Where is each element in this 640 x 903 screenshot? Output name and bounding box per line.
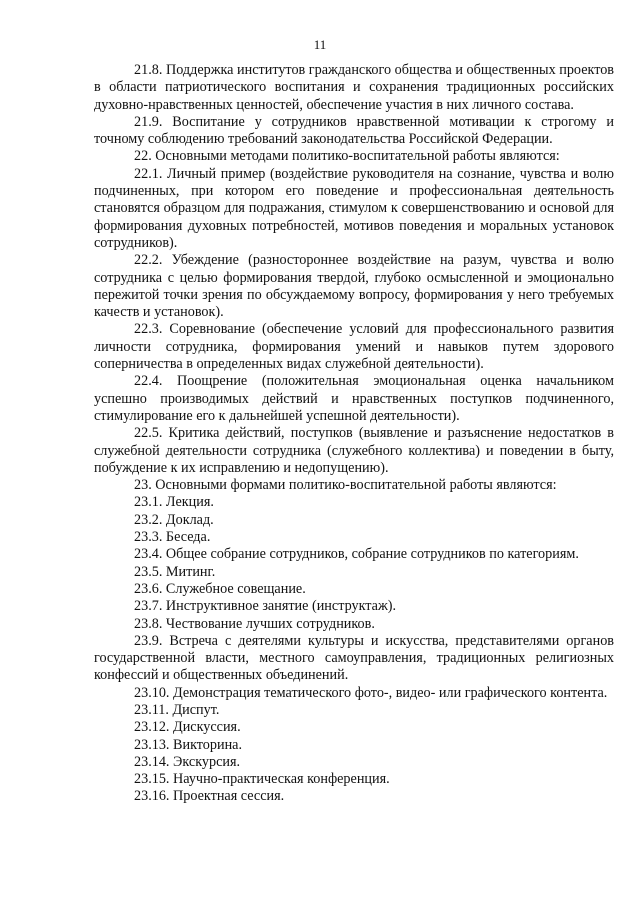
paragraph-21-8: 21.8. Поддержка институтов гражданского общества и общественных проектов в области патриотического воспитания и сохранения традиционных российских духовно-нравственных ценностей, обеспечение участия в них личного состава. — [94, 62, 614, 113]
paragraph-23-3: 23.3. Беседа. — [134, 529, 211, 546]
paragraph-23-10: 23.10. Демонстрация тематического фото-, видео- или графического контента. — [134, 684, 608, 701]
paragraph-23-14: 23.14. Экскурсия. — [134, 753, 241, 770]
paragraph-23-11: 23.11. Диспут. — [134, 701, 220, 718]
paragraph-23: 23. Основными формами политико-воспитательной работы являются: — [134, 477, 557, 494]
paragraph-23-5: 23.5. Митинг. — [134, 563, 216, 580]
paragraph-23-15: 23.15. Научно-практическая конференция. — [134, 771, 390, 788]
document-body — [94, 62, 614, 806]
paragraph-23-2: 23.2. Доклад. — [134, 511, 214, 528]
paragraph-23-9: 23.9. Встреча с деятелями культуры и искусства, представителями органов государственной власти, местного самоуправления, традиционных религиозных конфессий и общественных объединений. — [94, 632, 614, 684]
page-number: 11 — [313, 37, 327, 52]
paragraph-23-13: 23.13. Викторина. — [134, 736, 243, 753]
paragraph-23-1: 23.1. Лекция. — [134, 494, 214, 511]
paragraph-23-4: 23.4. Общее собрание сотрудников, собрание сотрудников по категориям. — [134, 546, 579, 563]
paragraph-22-1: 22.1. Личный пример (воздействие руководителя на сознание, чувства и волю подчиненных, при котором его поведение и профессиональная деятельность становятся образцом для подражания, стимулом к совершенствованию и основой для формирования духовных потребностей, мотивов поведения и моральных установок сотрудников). — [94, 165, 614, 251]
paragraph-22-5: 22.5. Критика действий, поступков (выявление и разъяснение недостатков в служебной деятельности сотрудника (служебного коллектива) и поведении в быту, побуждение к их исправлению и недопущению). — [94, 425, 614, 476]
paragraph-22-3: 22.3. Соревнование (обеспечение условий для профессионального развития личности сотрудника, формирования умений и навыков путем здорового соперничества в определенных видах служебной деятельности). — [94, 321, 614, 373]
paragraph-22-4: 22.4. Поощрение (положительная эмоциональная оценка начальником успешно производимых действий и нравственных поступков подчиненного, стимулирование его к дальнейшей успешной деятельности). — [94, 373, 614, 424]
paragraph-23-8: 23.8. Чествование лучших сотрудников. — [134, 615, 375, 632]
paragraph-23-16: 23.16. Проектная сессия. — [134, 788, 285, 805]
paragraph-21-9: 21.9. Воспитание у сотрудников нравственной мотивации к строгому и точному соблюдению требований законодательства Российской Федерации. — [94, 113, 614, 148]
paragraph-23-7: 23.7. Инструктивное занятие (инструктаж). — [134, 598, 397, 615]
paragraph-22-2: 22.2. Убеждение (разностороннее воздействие на разум, чувства и волю сотрудника с целью формирования твердой, глубоко осмысленной и эмоционально пережитой точки зрения по обсуждаемому вопросу, формирования у него требуемых качеств и установок). — [94, 252, 614, 321]
paragraph-23-12: 23.12. Дискуссия. — [134, 719, 241, 736]
paragraph-22: 22. Основными методами политико-воспитательной работы являются: — [134, 148, 560, 165]
paragraph-23-6: 23.6. Служебное совещание. — [134, 580, 306, 597]
